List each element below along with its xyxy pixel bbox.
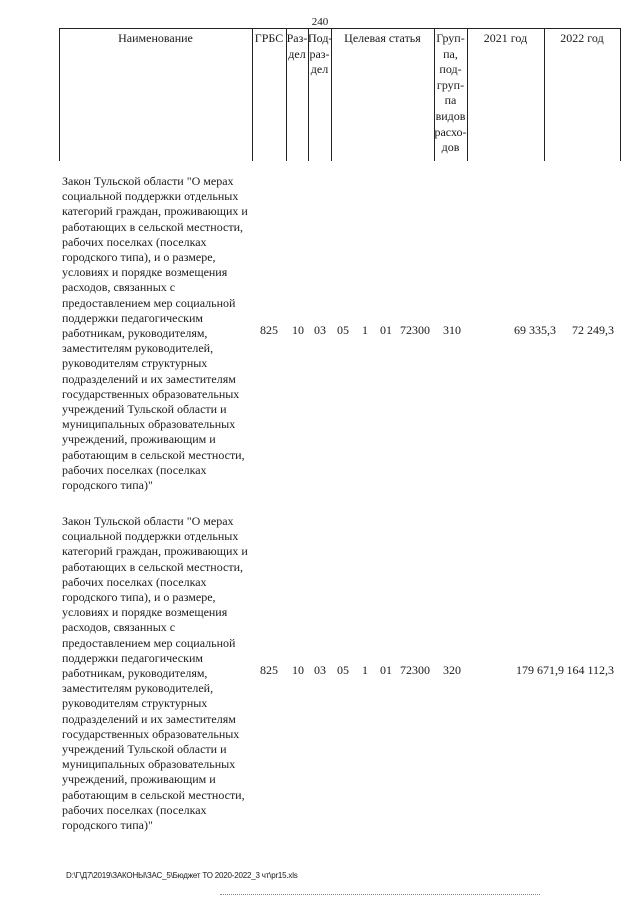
cell-cs-type: 1 xyxy=(362,663,368,677)
cell-2022: 164 112,3 xyxy=(566,663,614,677)
column-divider xyxy=(620,29,621,161)
header-razdel: Раз- дел xyxy=(286,31,308,61)
header-2021: 2021 год xyxy=(483,31,528,45)
header-gruppa: Груп- па, под- груп- па видов расхо- дов xyxy=(434,31,467,155)
cell-2021: 69 335,3 xyxy=(514,323,556,337)
column-divider xyxy=(252,29,253,161)
file-path-footer: D:\Г\Д7\2019\ЗАКОНЫ\ЗАС_5\Бюджет ТО 2020-2022_3 чт\pr15.xls xyxy=(66,871,298,880)
cell-podrazdel: 03 xyxy=(314,663,326,677)
bottom-dotted-line xyxy=(220,894,540,895)
cell-razdel: 10 xyxy=(292,663,304,677)
cell-grbs: 825 xyxy=(260,663,278,677)
cell-cs-direction: 72300 xyxy=(400,663,430,677)
cell-cs-type: 1 xyxy=(362,323,368,337)
page-number: 240 xyxy=(311,16,329,28)
cell-cs-program: 05 xyxy=(337,323,349,337)
header-2022: 2022 год xyxy=(560,31,604,45)
cell-cs-direction: 72300 xyxy=(400,323,430,337)
cell-vr: 320 xyxy=(443,663,461,677)
row-description: Закон Тульской области "О мерах социальной поддержки отдельных категорий граждан, проживающих и работающих в сельской местности, рабочих поселках (поселках городского типа), и о размере, условиях и порядке возмещения расходов, связанных с предоставлением мер социальной поддержки педагогическим работникам, руководителям, заместителям руководителей, руководителям структурных подразделений и их заместителям государственных образовательных учреждений Тульской области и муниципальных образовательных учреждений, проживающим и работающим в сельской местности, рабочих поселках (поселках городского типа)" xyxy=(62,514,248,833)
row-description: Закон Тульской области "О мерах социальной поддержки отдельных категорий граждан, проживающих и работающих в сельской местности, рабочих поселках (поселках городского типа), и о размере, условиях и порядке возмещения расходов, связанных с предоставлением мер социальной поддержки педагогическим работникам, руководителям, заместителям руководителей, руководителям структурных подразделений и их заместителям государственных образовательных учреждений Тульской области и муниципальных образовательных учреждений, проживающим и работающим в сельской местности, рабочих поселках (поселках городского типа)" xyxy=(62,174,248,493)
cell-podrazdel: 03 xyxy=(314,323,326,337)
cell-razdel: 10 xyxy=(292,323,304,337)
cell-grbs: 825 xyxy=(260,323,278,337)
cell-cs-program: 05 xyxy=(337,663,349,677)
cell-cs-subprogram: 01 xyxy=(380,663,392,677)
cell-cs-subprogram: 01 xyxy=(380,323,392,337)
cell-2021: 179 671,9 xyxy=(516,663,564,677)
header-grbs: ГРБС xyxy=(254,31,284,45)
table-header xyxy=(59,28,621,161)
header-celevaya-statya: Целевая статья xyxy=(344,31,421,45)
column-divider xyxy=(544,29,545,161)
cell-vr: 310 xyxy=(443,323,461,337)
header-name: Наименование xyxy=(118,31,193,45)
header-podrazdel: Под- раз- дел xyxy=(308,31,333,77)
column-divider xyxy=(59,29,60,161)
column-divider xyxy=(331,29,332,161)
cell-2022: 72 249,3 xyxy=(572,323,614,337)
column-divider xyxy=(467,29,468,161)
